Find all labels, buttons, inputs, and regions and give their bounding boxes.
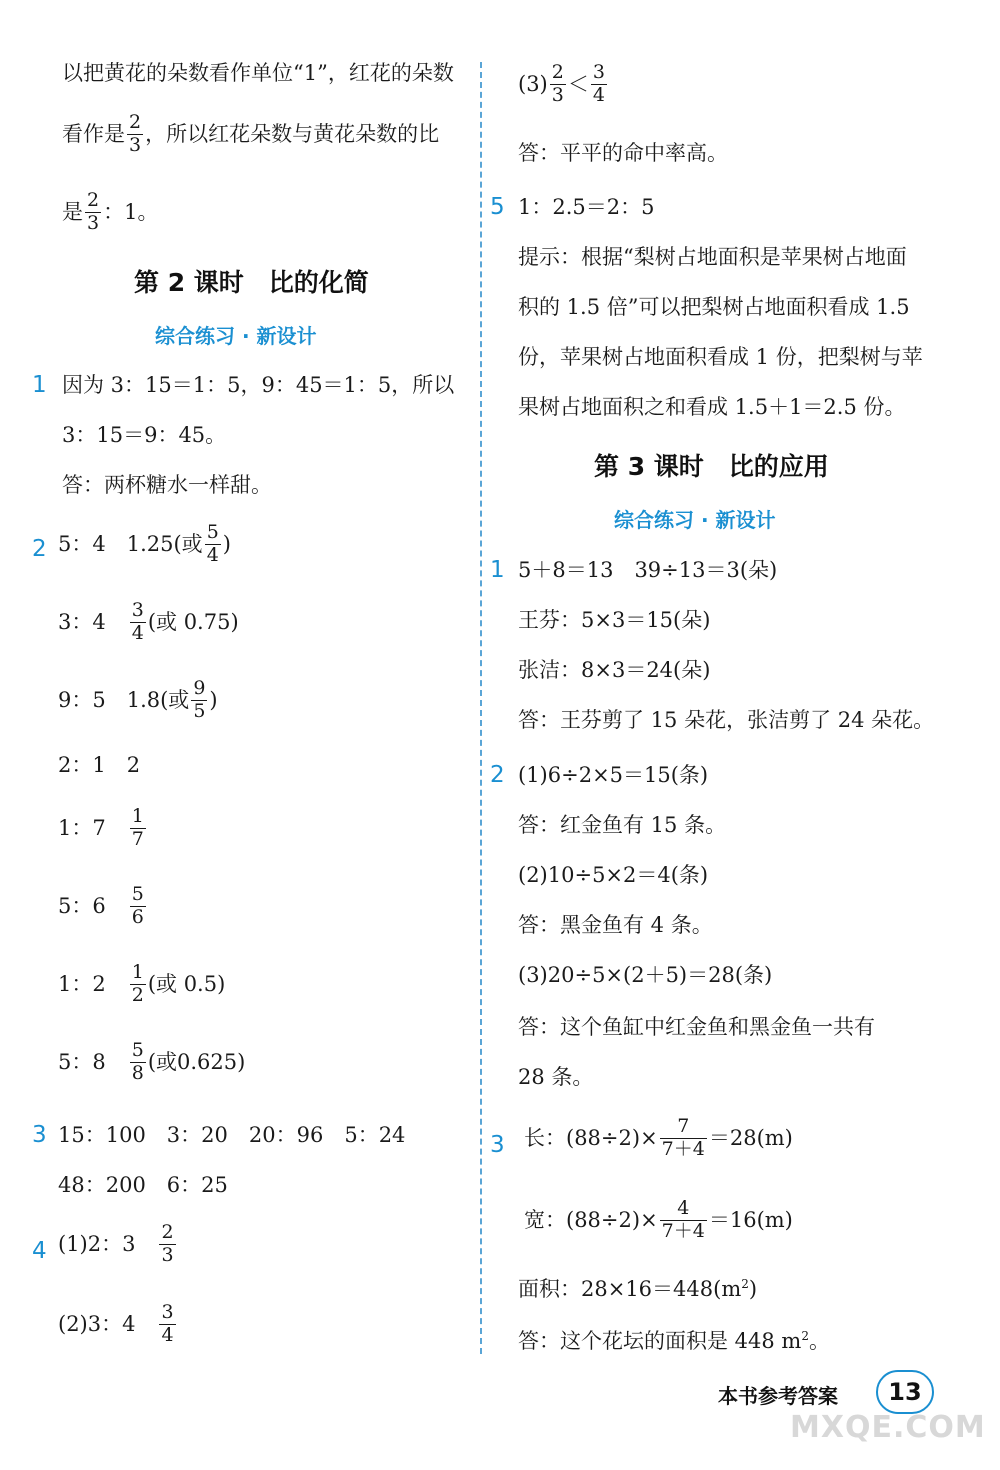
answer-line: 3：15＝9：45。	[62, 423, 227, 447]
answer-line: 答：这个鱼缸中红金鱼和黑金鱼一共有	[518, 1015, 875, 1039]
fraction: 1 2	[131, 961, 144, 1006]
intro-text: ，所以红花朵数与黄花朵数的比	[145, 121, 440, 146]
answer-line	[58, 1302, 178, 1347]
answer-text: 9：5 1.8(或	[58, 687, 190, 712]
answer-text: ＝16(m)	[708, 1207, 793, 1232]
answer-line: 1：2.5＝2：5	[518, 195, 655, 219]
answer-text: ＜	[567, 71, 589, 96]
section-title-lesson-3: 第 3 课时 比的应用	[594, 452, 829, 481]
answer-text: (3)	[518, 71, 548, 96]
answer-text: )	[209, 687, 218, 712]
answer-line: 张洁：8×3＝24(朵)	[518, 658, 711, 682]
answer-text: 面积：28×16＝448(m	[518, 1277, 742, 1301]
answer-text: 5：6	[58, 893, 106, 918]
question-number: 1	[32, 372, 47, 398]
answer-text: 5：4 1.25(或	[58, 531, 203, 556]
fraction: 2 3	[161, 1221, 174, 1266]
intro-text: 以把黄花的朵数看作单位“1”，红花的朵数	[62, 61, 454, 85]
question-number: 1	[490, 557, 505, 583]
answer-line: 答：两杯糖水一样甜。	[62, 473, 272, 497]
fraction: 3 4	[592, 61, 605, 106]
superscript: 2	[741, 1277, 749, 1291]
answer-line	[58, 884, 148, 929]
watermark: MXQE.COM	[790, 1410, 986, 1445]
answer-text: 1：2	[58, 971, 106, 996]
answer-text: )	[748, 1277, 758, 1301]
hint-line: 份，苹果树占地面积看成 1 份，把梨树与苹	[518, 345, 923, 369]
fraction: 2 3	[87, 189, 100, 234]
intro-text: 看作是	[62, 121, 125, 146]
answer-line: 答：黑金鱼有 4 条。	[518, 913, 713, 937]
answer-line: 因为 3：15＝1：5，9：45＝1：5，所以	[62, 373, 455, 397]
intro-text: 是	[62, 199, 83, 224]
answer-text: 3：4	[58, 609, 106, 634]
answer-text: )	[222, 531, 231, 556]
hint-line: 提示：根据“梨树占地面积是苹果树占地面	[518, 245, 907, 269]
answer-line	[524, 1116, 793, 1161]
answer-line	[58, 806, 148, 851]
superscript: 2	[801, 1329, 809, 1343]
answer-line	[58, 522, 231, 567]
answer-line: 5＋8＝13 39÷13＝3(朵)	[518, 558, 778, 582]
answer-line	[58, 962, 225, 1007]
fraction: 5 4	[206, 521, 219, 566]
intro-line-2	[62, 112, 439, 157]
column-divider	[480, 62, 482, 1354]
fraction: $\frac{4}{7+4}$	[661, 1197, 705, 1242]
fraction: 2 3	[129, 111, 142, 156]
answer-line: 答：红金鱼有 15 条。	[518, 813, 727, 837]
answer-line	[518, 62, 609, 107]
footer-label: 本书参考答案	[718, 1384, 838, 1408]
fraction: 9 5	[193, 677, 206, 722]
answer-line	[58, 600, 239, 645]
page-number-badge	[876, 1370, 934, 1414]
answer-line: (2)10÷5×2＝4(条)	[518, 863, 709, 887]
answer-line	[524, 1198, 793, 1243]
answer-line: 答：王芬剪了 15 朵花，张洁剪了 24 朵花。	[518, 708, 935, 732]
intro-line-3	[62, 190, 158, 235]
fraction: 1 7	[131, 805, 144, 850]
hint-line: 积的 1.5 倍”可以把梨树占地面积看成 1.5	[518, 295, 910, 319]
answer-line	[518, 1278, 757, 1301]
fraction: 2 3	[551, 61, 564, 106]
answer-line: 48：200 6：25	[58, 1173, 228, 1197]
fraction: 5 8	[131, 1039, 144, 1084]
answer-text: 宽：(88÷2)×	[524, 1207, 658, 1232]
answer-text: 答：这个花坛的面积是 448 m	[518, 1329, 802, 1353]
section-title-lesson-2: 第 2 课时 比的化简	[134, 268, 369, 297]
subtitle-practice: 综合练习 · 新设计	[614, 508, 776, 532]
answer-text: 长：(88÷2)×	[524, 1125, 658, 1150]
answer-line	[518, 1330, 830, 1353]
fraction: 3 4	[161, 1301, 174, 1346]
answer-line: (1)6÷2×5＝15(条)	[518, 763, 709, 787]
answer-line: 答：平平的命中率高。	[518, 141, 728, 165]
answer-line	[58, 678, 218, 723]
answer-line: (3)20÷5×(2＋5)＝28(条)	[518, 963, 773, 987]
page-number: 13	[888, 1378, 922, 1406]
answer-text: ＝28(m)	[708, 1125, 793, 1150]
subtitle-practice: 综合练习 · 新设计	[155, 324, 317, 348]
intro-text: ：1。	[103, 199, 159, 224]
question-number: 4	[32, 1238, 47, 1264]
answer-line: 2：1 2	[58, 753, 141, 777]
question-number: 5	[490, 194, 505, 220]
answer-text: (或 0.75)	[147, 609, 239, 634]
answer-line	[58, 1040, 245, 1085]
hint-line: 果树占地面积之和看成 1.5＋1＝2.5 份。	[518, 395, 906, 419]
answer-line: 15：100 3：20 20：96 5：24	[58, 1123, 406, 1147]
question-number: 3	[32, 1122, 47, 1148]
answer-text: 。	[809, 1329, 830, 1353]
answer-text: 5：8	[58, 1049, 106, 1074]
fraction: 3 4	[131, 599, 144, 644]
fraction: $\frac{7}{7+4}$	[661, 1115, 705, 1160]
answer-line: 28 条。	[518, 1065, 594, 1089]
answer-line: 王芬：5×3＝15(朵)	[518, 608, 711, 632]
question-number: 2	[490, 762, 505, 788]
answer-text: (或0.625)	[147, 1049, 246, 1074]
answer-text: (2)3：4	[58, 1311, 136, 1336]
fraction: 5 6	[131, 883, 144, 928]
question-number: 3	[490, 1132, 505, 1158]
answer-text: (或 0.5)	[147, 971, 226, 996]
question-number: 2	[32, 536, 47, 562]
answer-line	[58, 1222, 178, 1267]
answer-text: (1)2：3	[58, 1231, 136, 1256]
answer-text: 1：7	[58, 815, 106, 840]
intro-line-1	[62, 62, 454, 85]
